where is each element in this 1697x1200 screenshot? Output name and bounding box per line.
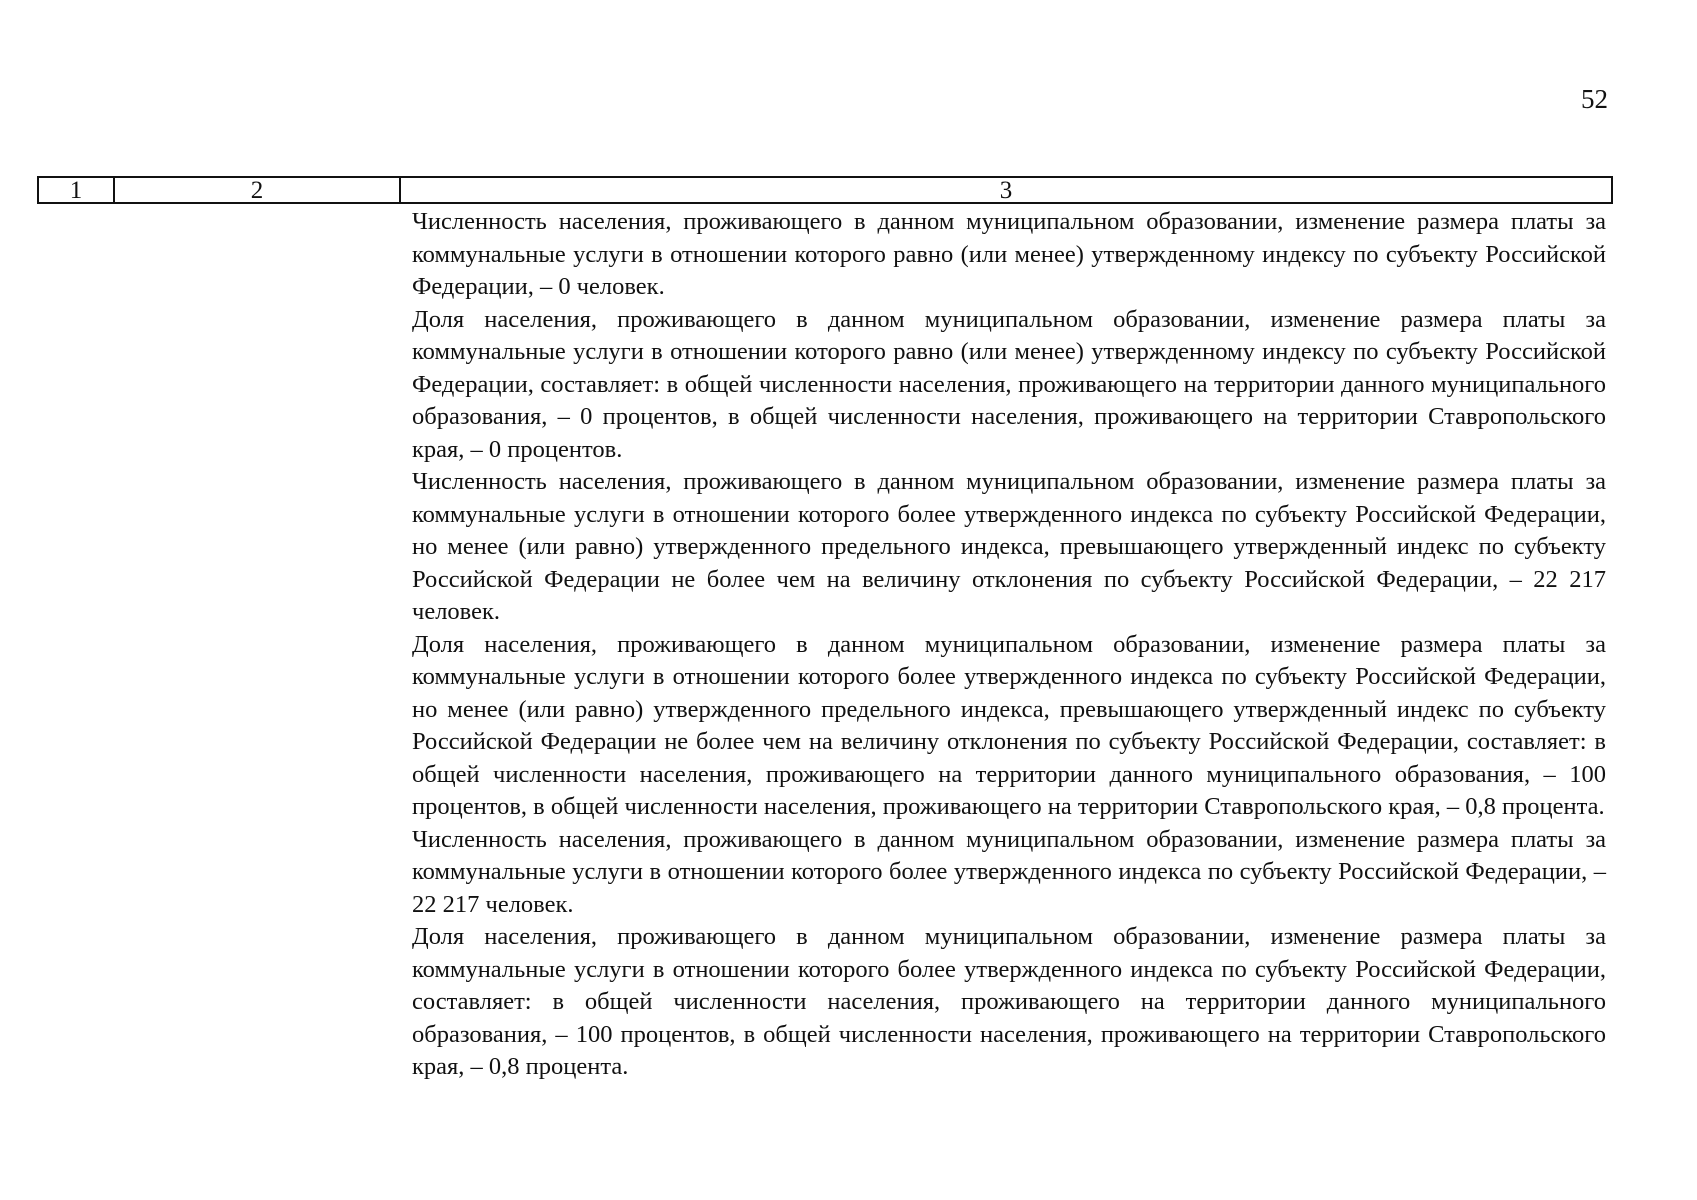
column-header-2: 2	[115, 178, 401, 202]
column-header-1: 1	[39, 178, 115, 202]
column-header-3: 3	[999, 176, 1013, 204]
paragraph-population-above-count: Численность населения, проживающего в данном муниципальном образовании, изменение размера платы за коммунальные услуги в отношении которого более утвержденного индекса по субъекту Российской Федерации, – 22 217 человек.	[412, 825, 1606, 918]
paragraph-population-deviation-share: Доля населения, проживающего в данном муниципальном образовании, изменение размера платы за коммунальные услуги в отношении которого более утвержденного индекса по субъекту Российской Федерации, но менее (или равно) утвержденного предельного индекса, превышающего утвержденный индекс по субъекту Российской Федерации не более чем на величину отклонения по субъекту Российской Федерации, составляет: в общей численности населения, проживающего на территории данного муниципального образования, – 100 процентов, в общей численности населения, проживающего на территории Ставропольского края, – 0,8 процента.	[412, 630, 1606, 820]
paragraph-population-above-share: Доля населения, проживающего в данном муниципальном образовании, изменение размера платы за коммунальные услуги в отношении которого более утвержденного индекса по субъекту Российской Федерации, составляет: в общей численности населения, проживающего на территории данного муниципального образования, – 100 процентов, в общей численности населения, проживающего на территории Ставропольского края, – 0,8 процента.	[412, 923, 1606, 1080]
paragraph-population-deviation-count: Численность населения, проживающего в данном муниципальном образовании, изменение размера платы за коммунальные услуги в отношении которого более утвержденного индекса по субъекту Российской Федерации, но менее (или равно) утвержденного предельного индекса, превышающего утвержденный индекс по субъекту Российской Федерации не более чем на величину отклонения по субъекту Российской Федерации, – 22 217 человек.	[412, 468, 1606, 625]
paragraph-population-equal-count: Численность населения, проживающего в данном муниципальном образовании, изменение размера платы за коммунальные услуги в отношении которого равно (или менее) утвержденному индексу по субъекту Российской Федерации, – 0 человек.	[412, 208, 1606, 300]
page-number: 52	[1581, 84, 1608, 114]
table-header-row	[37, 176, 1613, 204]
document-body	[412, 206, 1606, 1084]
paragraph-population-equal-share: Доля населения, проживающего в данном муниципальном образовании, изменение размера платы за коммунальные услуги в отношении которого равно (или менее) утвержденному индексу по субъекту Российской Федерации, составляет: в общей численности населения, проживающего на территории данного муниципального образования, – 0 процентов, в общей численности населения, проживающего на территории Ставропольского края, – 0 процентов.	[412, 305, 1606, 463]
